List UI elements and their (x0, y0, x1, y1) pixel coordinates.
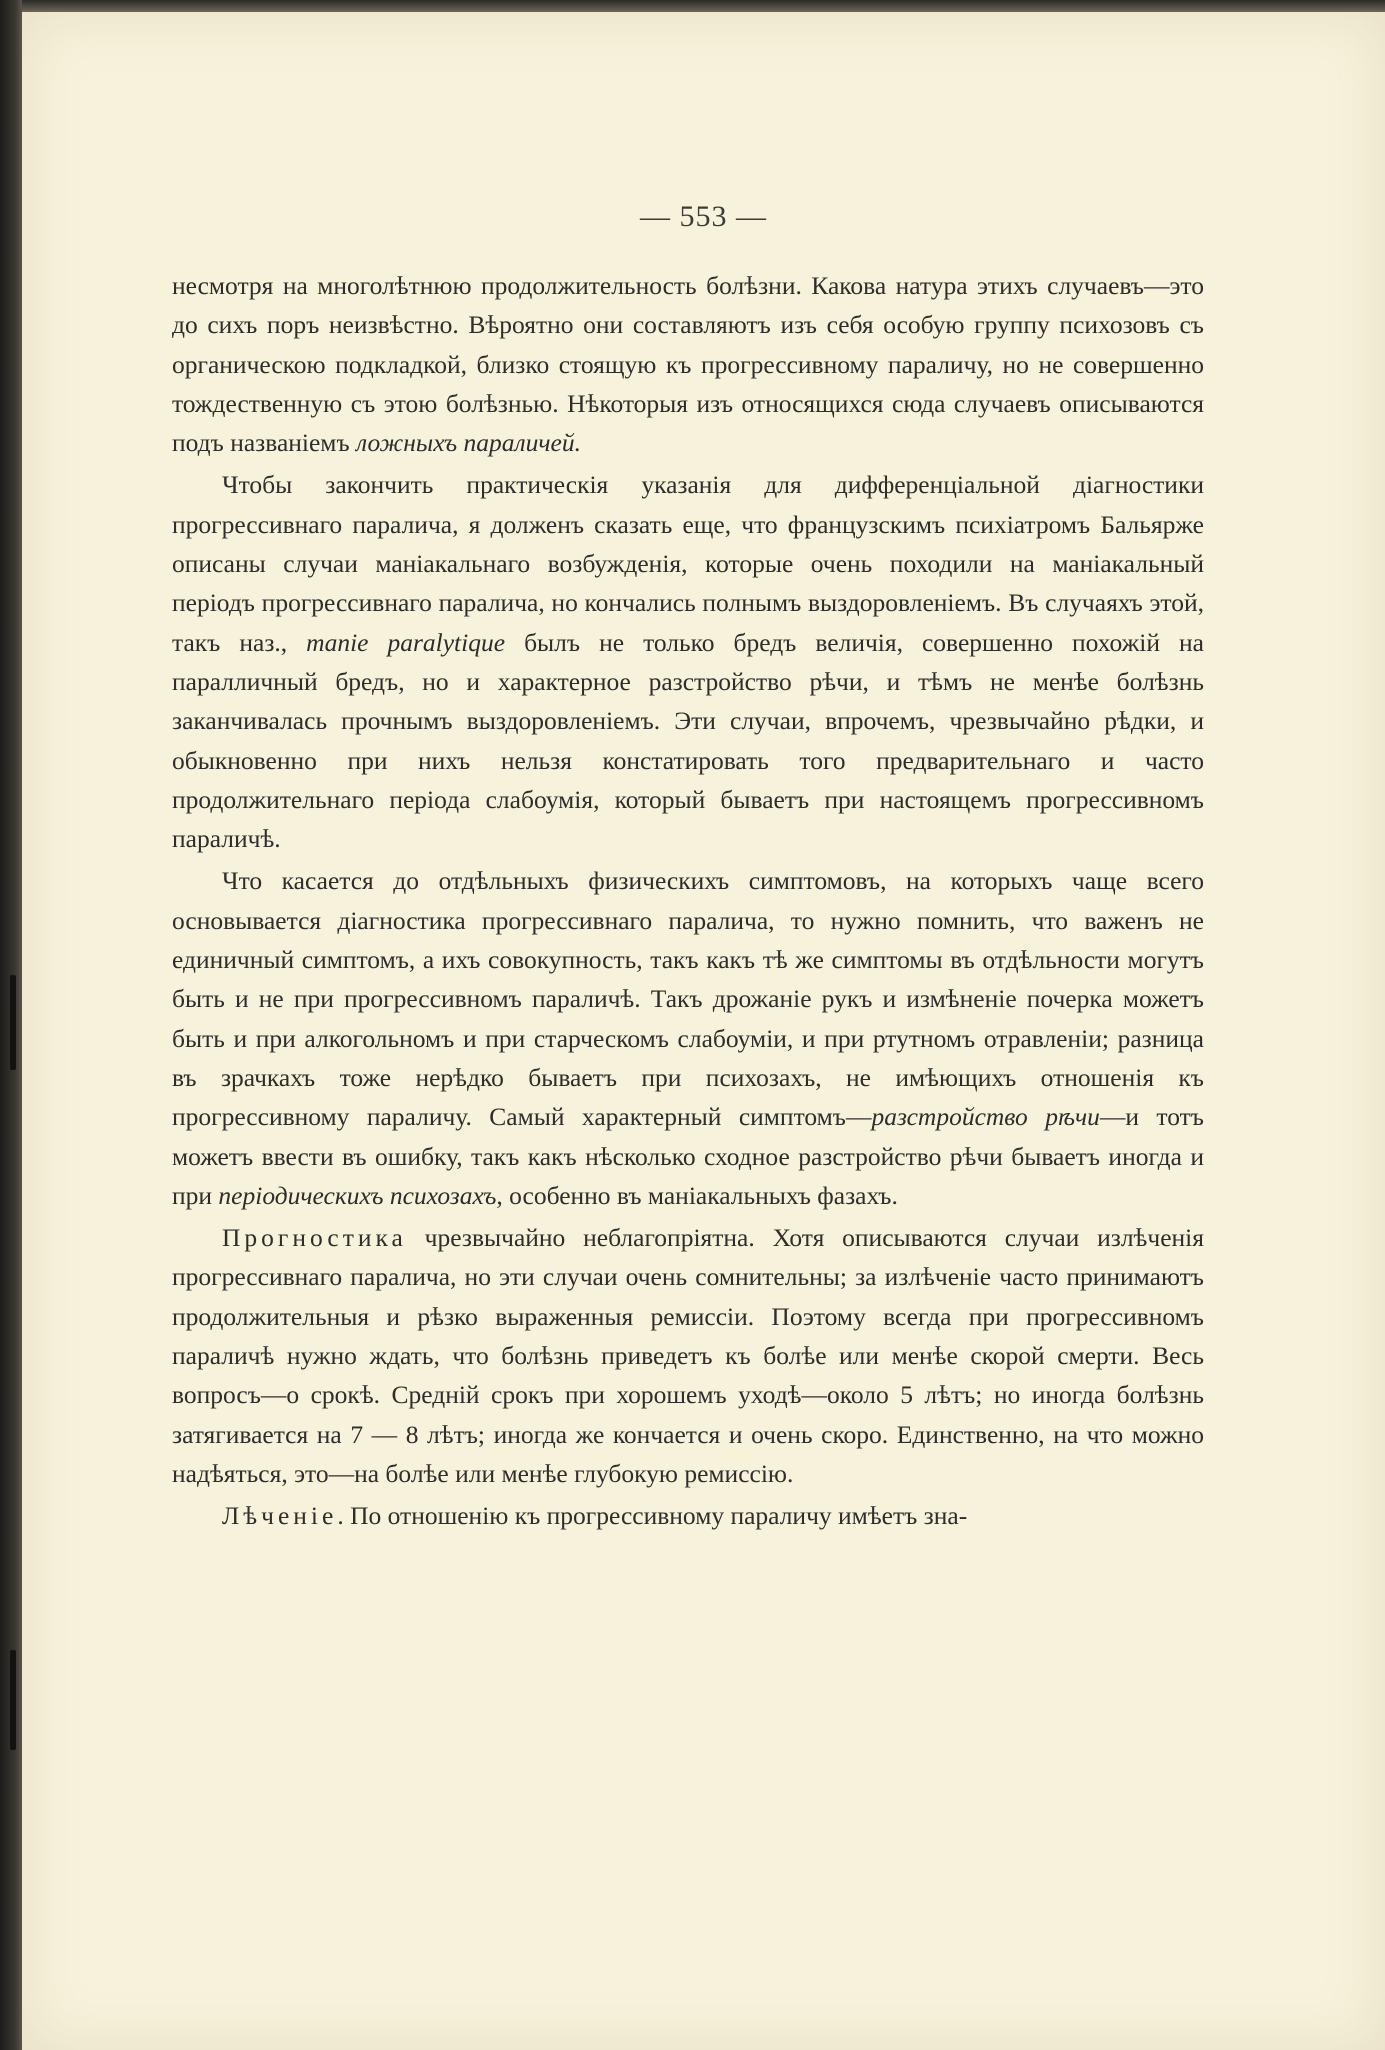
paragraph-p1 (172, 266, 1204, 462)
italic-text: manie paralytique (306, 627, 506, 657)
text-run: Чтобы закончить практическія указанія для дифференціальной діагностики прогрессивнаго паралича, я долженъ сказать еще, что французскимъ психіатромъ Бальярже описаны случаи маніакальнаго возбужденія, которые очень походили на маніакальный періодъ прогрессивнаго паралича, но кончались полнымъ выздоровленіемъ. Въ случаяхъ этой, такъ наз., (172, 470, 1204, 657)
body-text (172, 266, 1204, 1539)
text-run: , особенно въ маніакальныхъ фазахъ. (496, 1180, 898, 1210)
book-page (22, 12, 1385, 2050)
scan-top-edge (22, 0, 1385, 12)
paragraph-p5 (172, 1496, 1204, 1535)
text-run: . По отношенію къ прогрессивному параличу имѣетъ зна- (337, 1501, 968, 1531)
italic-text: разстройство рѣчи (871, 1102, 1100, 1132)
text-run: —и тотъ можетъ ввести въ ошибку, такъ какъ нѣсколько сходное разстройство рѣчи бываетъ иногда и при (172, 1102, 1204, 1210)
italic-text: періодическихъ психозахъ (218, 1180, 497, 1210)
spaced-text: Лѣченіе (222, 1501, 338, 1531)
paragraph-p3 (172, 861, 1204, 1215)
binding-mark (10, 1650, 16, 1750)
italic-text: ложныхъ параличей. (356, 428, 581, 458)
paragraph-p4 (172, 1218, 1204, 1493)
text-run: былъ не только бредъ величія, совершенно похожій на паралличный бредъ, но и характерное разстройство рѣчи, и тѣмъ не менѣе болѣзнь заканчивалась прочнымъ выздоровленіемъ. Эти случаи, впрочемъ, чрезвычайно рѣдки, и обыкновенно при нихъ нельзя констатировать того предварительнаго и часто продолжительнаго періода слабоумія, который бываетъ при настоящемъ прогрессивномъ параличѣ. (172, 627, 1204, 854)
spaced-text: Прогностика (222, 1223, 407, 1253)
binding-mark (10, 975, 16, 1070)
text-run: несмотря на многолѣтнюю продолжительность болѣзни. Какова натура этихъ случаевъ—это до сихъ поръ неизвѣстно. Вѣроятно они составляютъ изъ себя особую группу психозовъ съ органическою подкладкой, близко стоящую къ прогрессивному параличу, но не совершенно тождественную съ этою болѣзнью. Нѣкоторыя изъ относящихся сюда случаевъ описываются подъ названіемъ (172, 271, 1204, 458)
text-run: чрезвычайно неблагопріятна. Хотя описываются случаи излѣченія прогрессивнаго паралича, но эти случаи очень сомнительны; за излѣченіе часто принимаютъ продолжительныя и рѣзко выраженныя ремиссіи. Поэтому всегда при прогрессивномъ параличѣ нужно ждать, что болѣзнь приведетъ къ болѣе или менѣе скорой смерти. Весь вопросъ—о срокѣ. Средній срокъ при хорошемъ уходѣ—около 5 лѣтъ; но иногда болѣзнь затягивается на 7 — 8 лѣтъ; иногда же кончается и очень скоро. Единственно, на что можно надѣяться, это—на болѣе или менѣе глубокую ремиссію. (172, 1223, 1204, 1488)
text-run: Что касается до отдѣльныхъ физическихъ симптомовъ, на которыхъ чаще всего основывается діагностика прогрессивнаго паралича, то нужно помнить, что важенъ не единичный симптомъ, а ихъ совокупность, такъ какъ тѣ же симптомы въ отдѣльности могутъ быть и не при прогрессивномъ параличѣ. Такъ дрожаніе рукъ и измѣненіе почерка можетъ быть и при алкогольномъ и при старческомъ слабоуміи, и при ртутномъ отравленіи; разница въ зрачкахъ тоже нерѣдко бываетъ при психозахъ, не имѣющихъ отношенія къ прогрессивному параличу. Самый характерный симптомъ— (172, 866, 1204, 1132)
page-number: — 553 — (640, 200, 767, 233)
paragraph-p2 (172, 465, 1204, 858)
